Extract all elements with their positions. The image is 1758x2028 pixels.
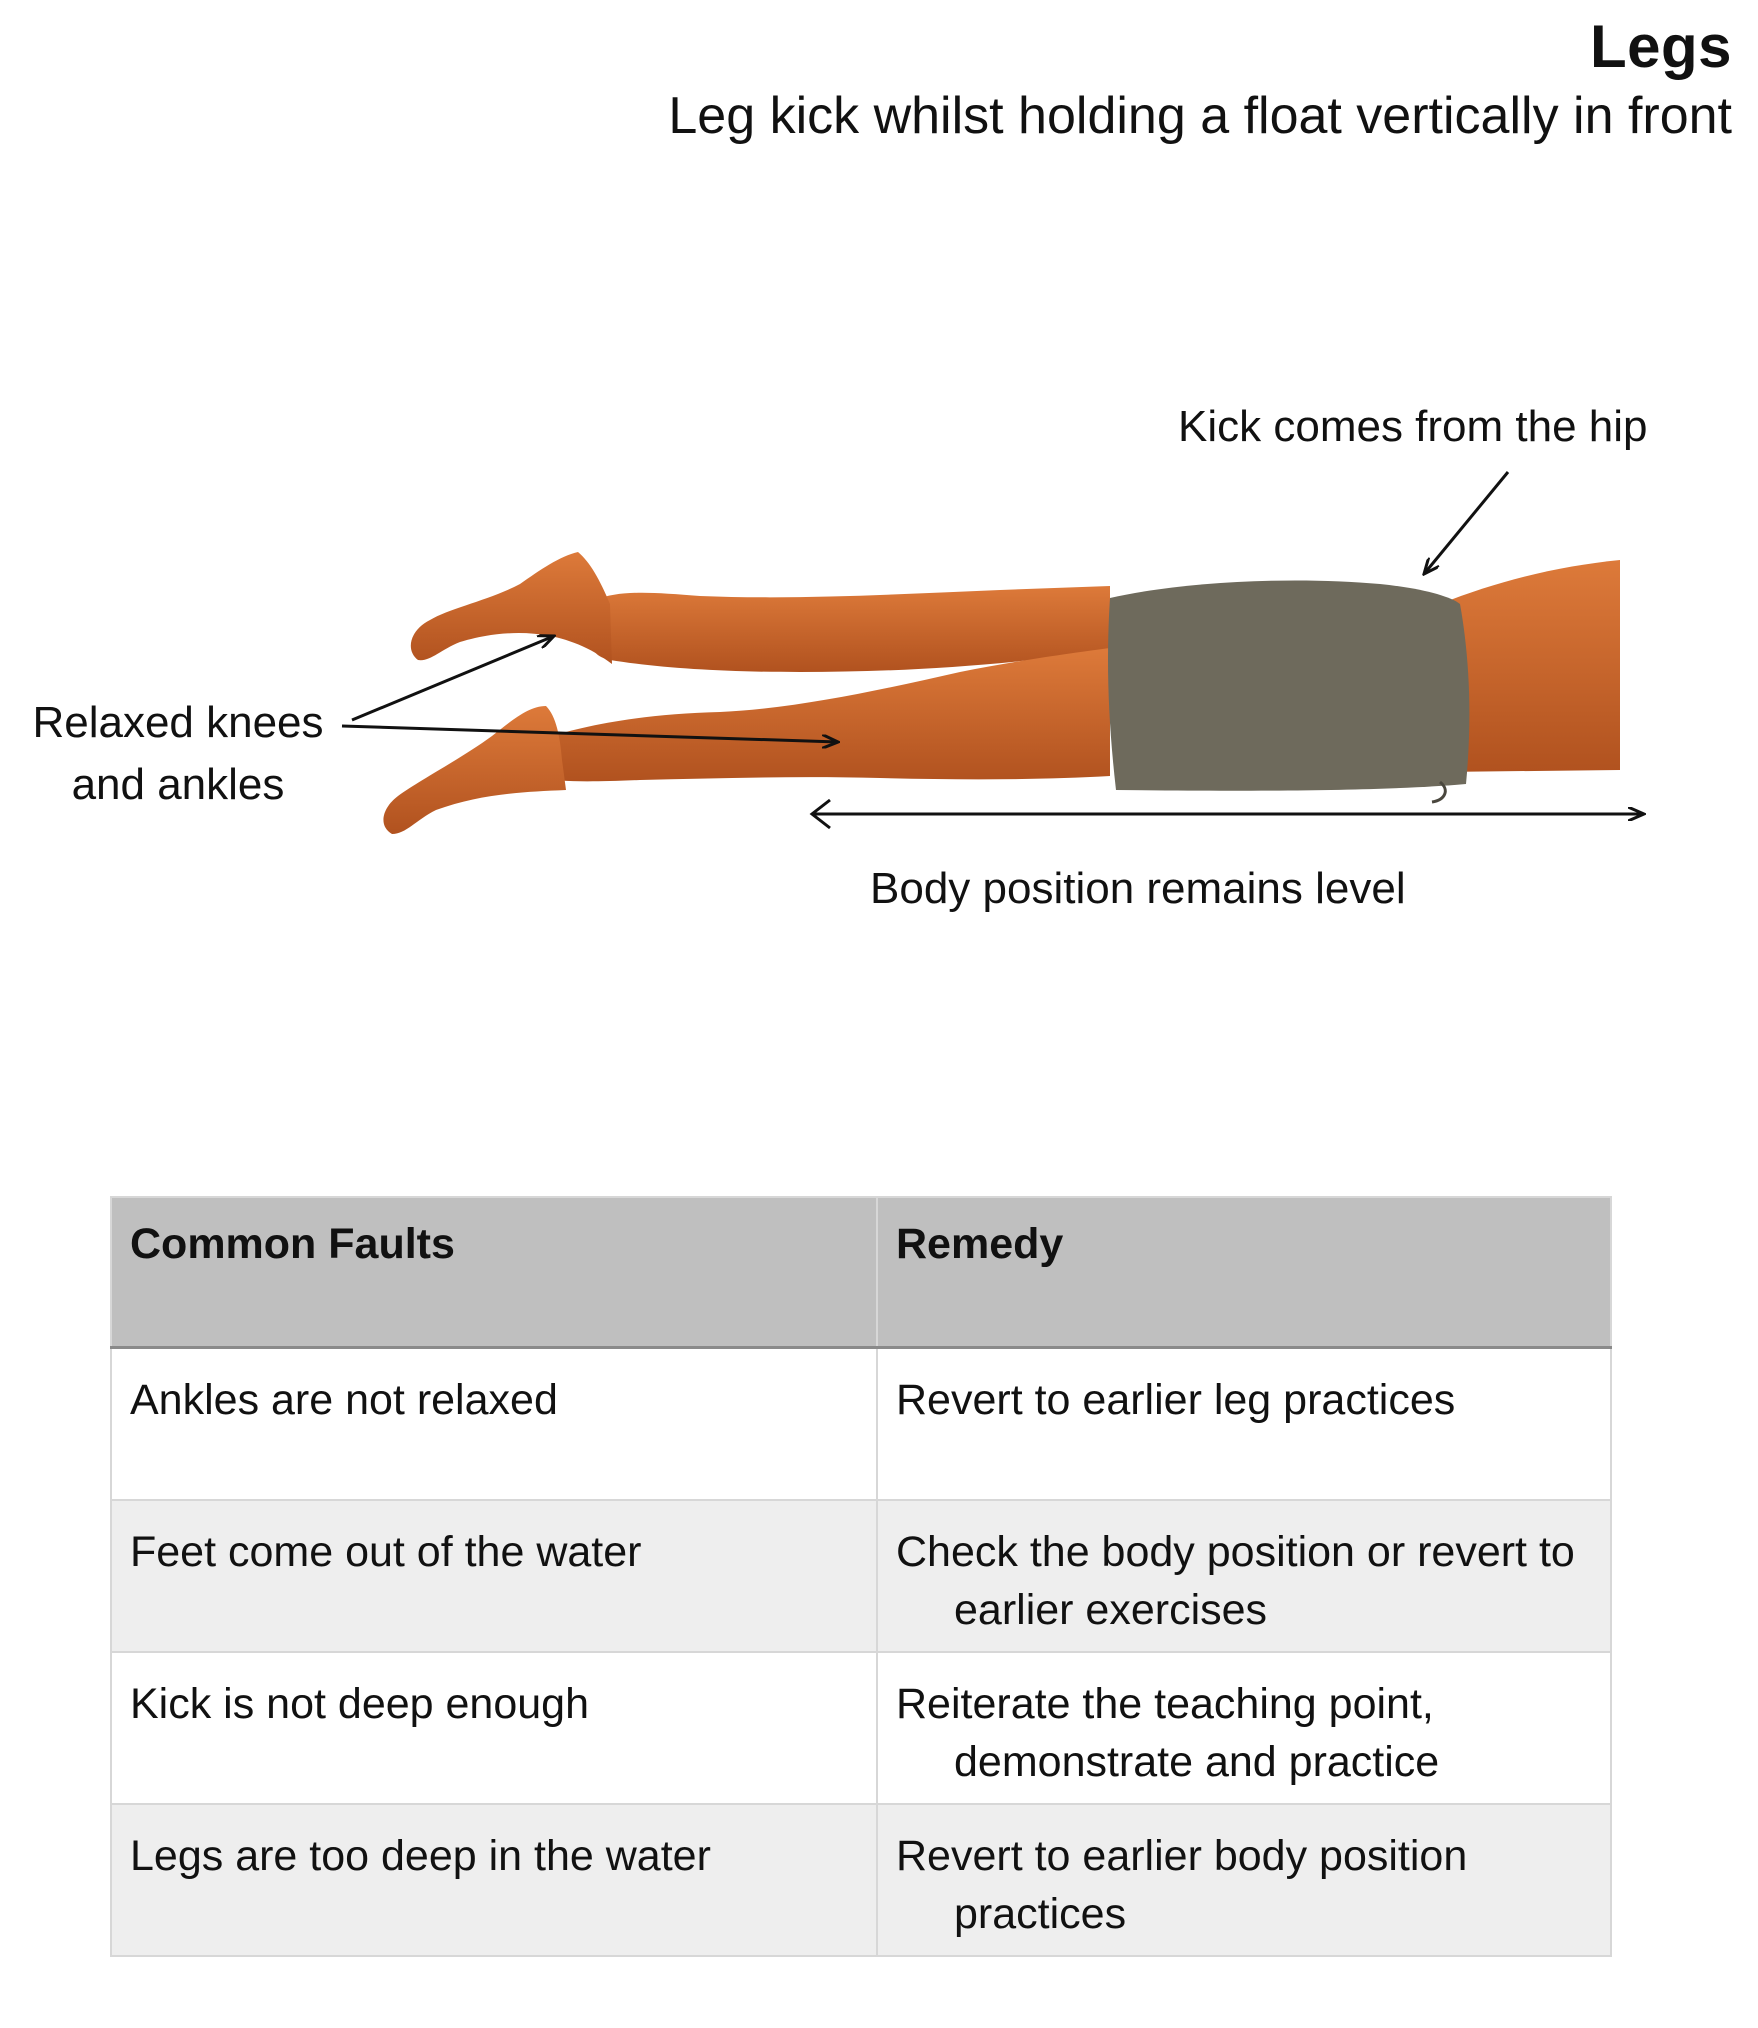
knees-label-line2: and ankles <box>71 760 285 809</box>
remedy-text: Revert to earlier body position practices <box>896 1832 1468 1938</box>
table-row <box>111 1804 1611 1956</box>
table-header-row <box>111 1197 1611 1348</box>
fault-cell: Kick is not deep enough <box>111 1652 877 1804</box>
table-row <box>111 1500 1611 1652</box>
table-row <box>111 1348 1611 1501</box>
fault-cell: Feet come out of the water <box>111 1500 877 1652</box>
faults-table <box>110 1196 1612 1957</box>
remedy-text: Revert to earlier leg practices <box>896 1376 1456 1424</box>
upper-leg <box>589 586 1110 672</box>
fault-cell: Ankles are not relaxed <box>111 1348 877 1501</box>
remedy-cell <box>877 1500 1611 1652</box>
fault-cell: Legs are too deep in the water <box>111 1804 877 1956</box>
remedy-cell <box>877 1348 1611 1501</box>
remedy-cell <box>877 1652 1611 1804</box>
page-subtitle: Leg kick whilst holding a float vertically in front <box>668 87 1732 145</box>
hip-arrow <box>1424 472 1508 574</box>
remedy-text: Reiterate the teaching point, demonstrate and practice <box>896 1680 1440 1786</box>
remedy-text: Check the body position or revert to earlier exercises <box>896 1528 1575 1634</box>
knees-label-line1: Relaxed knees <box>32 698 324 747</box>
swim-shorts <box>1108 580 1469 790</box>
header-remedy: Remedy <box>877 1197 1611 1348</box>
hip-label: Kick comes from the hip <box>1178 402 1648 451</box>
header-common-faults: Common Faults <box>111 1197 877 1348</box>
knee-arrow-upper <box>352 636 554 720</box>
level-label: Body position remains level <box>870 864 1406 913</box>
table-row <box>111 1652 1611 1804</box>
knees-label <box>28 692 328 816</box>
page-title: Legs <box>1589 13 1732 80</box>
remedy-cell <box>877 1804 1611 1956</box>
upper-foot <box>411 552 612 664</box>
swimmer-legs-illustration <box>0 380 1758 940</box>
lower-foot <box>383 706 566 834</box>
